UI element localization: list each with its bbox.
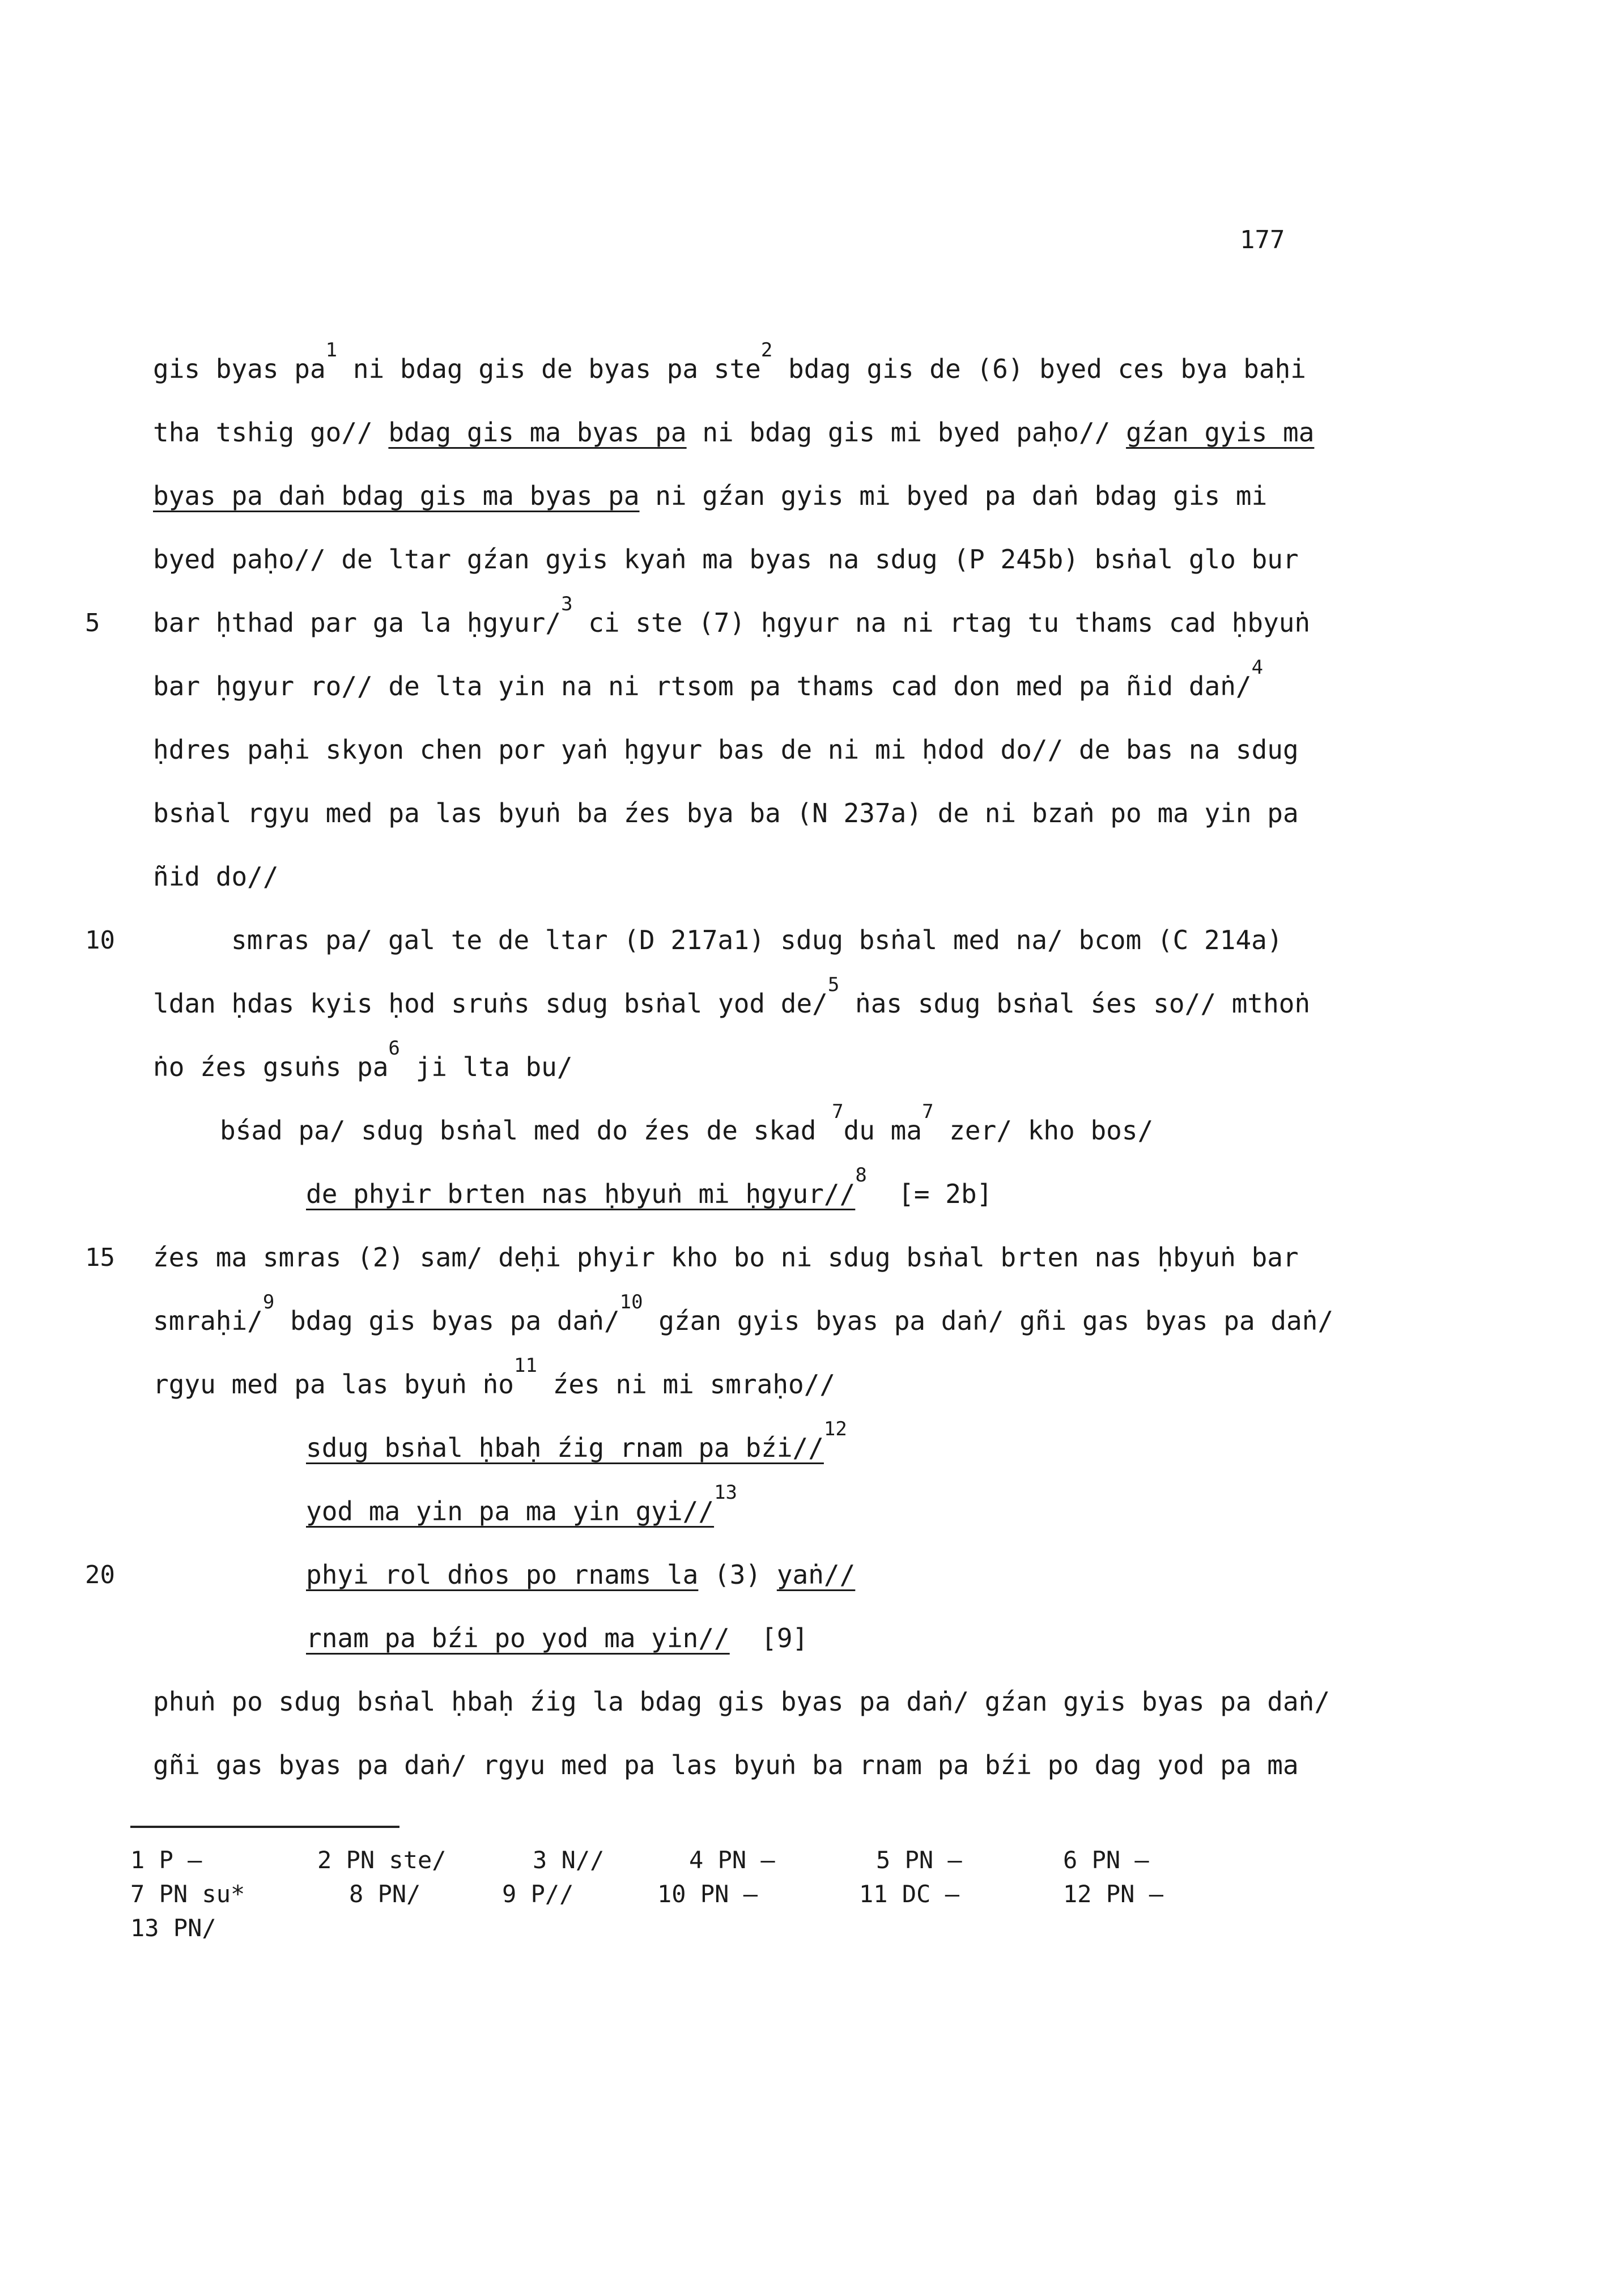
line-number: 20: [85, 1561, 115, 1589]
text-segment: rgyu med pa las byuṅ ṅo: [153, 1369, 514, 1400]
text-segment: bdag gis byas pa daṅ/: [274, 1306, 620, 1336]
text-line: [153, 339, 1306, 384]
text-segment: (3): [698, 1559, 777, 1590]
text-segment: phuṅ po sdug bsṅal ḥbaḥ źig la bdag gis byas pa daṅ/ gźan gyis byas pa daṅ/: [153, 1686, 1330, 1717]
text-segment: gñi gas byas pa daṅ/ rgyu med pa las byuṅ ba rnam pa bźi po dag yod pa ma: [153, 1750, 1299, 1780]
footnote: 9 P//: [502, 1880, 574, 1908]
footnote: 13 PN/: [130, 1914, 216, 1942]
footnote-ref: 4: [1251, 656, 1264, 679]
footnote: 11 DC —: [859, 1880, 960, 1908]
underlined-text: sdug bsṅal ḥbaḥ źig rnam pa bźi//: [306, 1432, 824, 1463]
footnote-ref: 3: [561, 593, 573, 615]
text-line: [153, 544, 1299, 575]
underlined-text: byas pa daṅ bdag gis ma byas pa: [153, 481, 640, 511]
underlined-text: gźan gyis ma: [1126, 417, 1315, 448]
text-segment: bdag gis de (6) byed ces bya baḥi: [772, 354, 1306, 384]
underlined-text: de phyir brten nas ḥbyuṅ mi ḥgyur//: [306, 1179, 856, 1209]
underlined-text: phyi rol dṅos po rnams la: [306, 1559, 699, 1590]
footnote-ref: 11: [513, 1354, 537, 1377]
text-segment: smras pa/ gal te de ltar (D 217a1) sdug bsṅal med na/ bcom (C 214a): [231, 925, 1283, 955]
text-segment: gźan gyis byas pa daṅ/ gñi gas byas pa daṅ/: [643, 1306, 1334, 1336]
text-segment: ni bdag gis de byas pa ste: [337, 354, 761, 384]
page-number: 177: [1240, 226, 1285, 254]
text-line: [153, 1354, 836, 1400]
text-segment: [9]: [729, 1623, 809, 1653]
footnote: 3 N//: [533, 1846, 605, 1874]
text-segment: ldan ḥdas kyis ḥod sruṅs sdug bsṅal yod de/: [153, 988, 828, 1019]
footnote: 6 PN —: [1063, 1846, 1149, 1874]
text-segment: bsṅal rgyu med pa las byuṅ ba źes bya ba (N 237a) de ni bzaṅ po ma yin pa: [153, 798, 1299, 828]
text-segment: ñid do//: [153, 861, 279, 892]
footnote: 5 PN —: [876, 1846, 962, 1874]
text-segment: zer/ kho bos/: [933, 1115, 1154, 1146]
text-segment: bar ḥgyur ro// de lta yin na ni rtsom pa thams cad don med pa ñid daṅ/: [153, 671, 1252, 701]
footnote-rule: [130, 1826, 399, 1828]
footnote-ref: 5: [827, 973, 840, 996]
text-segment: ṅo źes gsuṅs pa: [153, 1052, 389, 1082]
text-segment: ni gźan gyis mi byed pa daṅ bdag gis mi: [639, 481, 1268, 511]
underlined-text: rnam pa bźi po yod ma yin//: [306, 1623, 730, 1653]
text-line: [153, 1752, 1299, 1778]
text-line: [153, 483, 1267, 509]
underlined-text: yod ma yin pa ma yin gyi//: [306, 1496, 715, 1527]
footnote: 4 PN —: [689, 1846, 775, 1874]
text-segment: byed paḥo// de ltar gźan gyis kyaṅ ma byas na sdug (P 245b) bsṅal glo bur: [153, 544, 1299, 575]
text-line: [231, 927, 1283, 953]
footnote: 7 PN su*: [130, 1880, 245, 1908]
text-line: [153, 1686, 1330, 1717]
text-segment: tha tshig go//: [153, 417, 389, 448]
line-number: 5: [85, 609, 100, 637]
text-line: [306, 1418, 847, 1463]
footnote: 8 PN/: [349, 1880, 421, 1908]
footnote-ref: 2: [760, 339, 773, 362]
text-segment: du ma: [843, 1115, 922, 1146]
text-segment: źes ni mi smraḥo//: [537, 1369, 836, 1400]
text-line: [153, 734, 1299, 765]
text-line: [220, 1100, 1154, 1146]
text-segment: ḥdres paḥi skyon chen por yaṅ ḥgyur bas de ni mi ḥdod do// de bas na sdug: [153, 734, 1299, 765]
footnote-ref: 1: [325, 339, 338, 362]
text-line: [153, 1242, 1299, 1273]
text-line: [153, 656, 1264, 701]
footnote: 2 PN ste/: [317, 1846, 447, 1874]
text-segment: ni bdag gis mi byed paḥo//: [686, 417, 1126, 448]
footnote-ref: 9: [262, 1291, 275, 1313]
text-segment: [= 2b]: [866, 1179, 993, 1209]
footnote: 10 PN —: [657, 1880, 758, 1908]
text-line: [306, 1481, 738, 1527]
text-segment: ṅas sdug bsṅal śes so// mthoṅ: [839, 988, 1311, 1019]
text-segment: gis byas pa: [153, 354, 326, 384]
footnote-ref: 8: [855, 1164, 867, 1187]
text-line: [306, 1164, 993, 1209]
text-line: [306, 1625, 808, 1651]
line-number: 15: [85, 1243, 115, 1272]
text-segment: smraḥi/: [153, 1306, 263, 1336]
text-line: [153, 417, 1315, 448]
underlined-text: bdag gis ma byas pa: [388, 417, 687, 448]
text-line: [153, 593, 1311, 638]
text-line: [153, 973, 1311, 1019]
footnote-ref: 10: [619, 1291, 643, 1313]
text-line: [153, 1037, 573, 1082]
underlined-text: yaṅ//: [776, 1559, 856, 1590]
text-line: [306, 1559, 856, 1590]
text-line: [153, 1291, 1334, 1336]
text-segment: ci ste (7) ḥgyur na ni rtag tu thams cad ḥbyuṅ: [572, 607, 1311, 638]
footnote-ref: 13: [714, 1481, 738, 1504]
text-line: [153, 800, 1299, 826]
line-number: 10: [85, 926, 115, 955]
text-segment: ji lta bu/: [399, 1052, 573, 1082]
text-segment: bśad pa/ sdug bsṅal med do źes de skad: [220, 1115, 832, 1146]
text-line: [153, 861, 279, 892]
footnote-ref: 6: [388, 1037, 400, 1060]
footnote-ref: 7: [922, 1100, 934, 1123]
footnote-ref: 12: [823, 1418, 847, 1440]
text-segment: bar ḥthad par ga la ḥgyur/: [153, 607, 562, 638]
footnote: 1 P —: [130, 1846, 202, 1874]
footnote-ref: 7: [832, 1100, 844, 1123]
text-segment: źes ma smras (2) sam/ deḥi phyir kho bo ni sdug bsṅal brten nas ḥbyuṅ bar: [153, 1242, 1299, 1273]
footnote: 12 PN —: [1063, 1880, 1164, 1908]
